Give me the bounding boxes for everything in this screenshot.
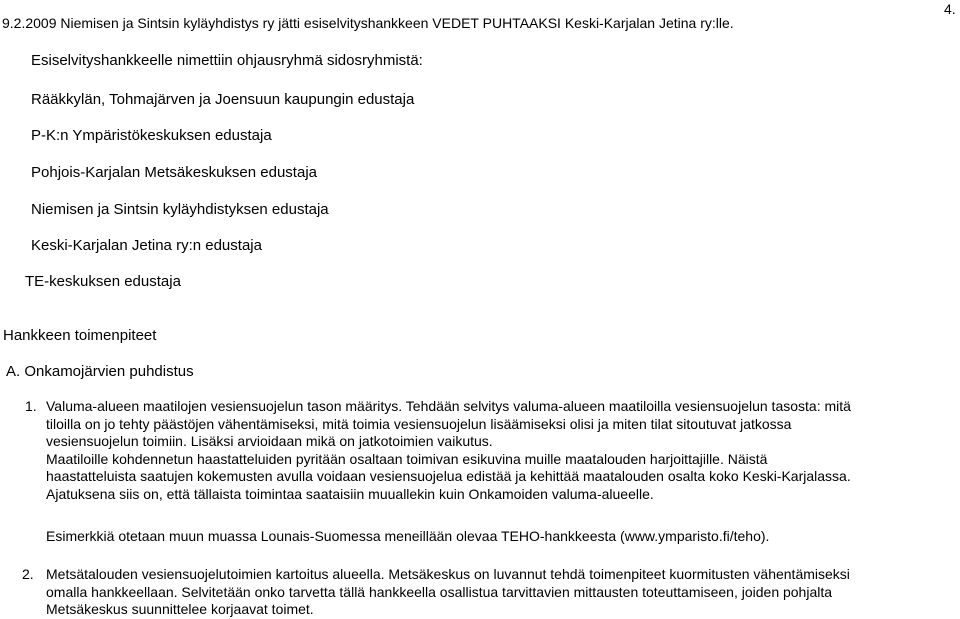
item-1-number: 1. xyxy=(25,398,37,414)
paragraph-line: Metsätalouden vesiensuojelutoimien kartoitus alueella. Metsäkeskus on luvannut tehdä toimenpiteet kuormitusten vähentämiseksi xyxy=(46,566,850,582)
paragraph-line: vesiensuojelun toimiin. Lisäksi arvioidaan mikä on jatkotoimien vaikutus. xyxy=(46,433,493,449)
paragraph-line: tiloilla on jo tehty päästöjen vähentämiseksi, mitä toimia vesiensuojelun lisäämiseksi olisi ja miten tilat sitoutuvat jatkossa xyxy=(46,415,792,432)
item-2-text xyxy=(46,566,850,619)
steering-member: Rääkkylän, Tohmajärven ja Joensuun kaupungin edustaja xyxy=(31,91,415,108)
paragraph-line: haastatteluista saatujen kokemusten avulla voidaan vesiensuojelua edistää ja kehittää maatalouden osalta koko Keski-Karjalassa. xyxy=(46,468,851,484)
steering-member: Pohjois-Karjalan Metsäkeskuksen edustaja xyxy=(31,164,317,181)
steering-member: TE-keskuksen edustaja xyxy=(25,273,181,290)
steering-member: Keski-Karjalan Jetina ry:n edustaja xyxy=(31,237,262,254)
paragraph-line: Maatiloille kohdennetun haastatteluiden pyritään osaltaan toimivan esikuvina muille maatalouden harjoittajille. Näistä xyxy=(46,450,768,467)
page-number: 4. xyxy=(944,1,956,17)
document-header: 9.2.2009 Niemisen ja Sintsin kyläyhdistys ry jätti esiselvityshankkeen VEDET PUHTAAKSI Keski-Karjalan Jetina ry:lle. xyxy=(2,15,734,31)
section-a-title: A. Onkamojärvien puhdistus xyxy=(6,363,194,380)
item-2-number: 2. xyxy=(22,566,34,582)
steering-member: P-K:n Ympäristökeskuksen edustaja xyxy=(31,127,272,144)
steering-group-intro: Esiselvityshankkeelle nimettiin ohjausryhmä sidosryhmistä: xyxy=(31,52,423,69)
paragraph-line: omalla hankkeellaan. Selvitetään onko tarvetta tällä hankkeella osallistua tarvittavien mittausten toteuttamiseen, joiden pohjalta xyxy=(46,583,833,600)
steering-member: Niemisen ja Sintsin kyläyhdistyksen edustaja xyxy=(31,201,329,218)
actions-title: Hankkeen toimenpiteet xyxy=(3,327,157,344)
paragraph-line: Metsäkeskus suunnittelee korjaavat toimet. xyxy=(46,601,314,617)
paragraph-line: Ajatuksena siis on, että tällaista toimintaa saataisiin muuallekin kuin Onkamoiden valuma-alueelle. xyxy=(46,485,654,502)
item-1-example: Esimerkkiä otetaan muun muassa Lounais-Suomessa meneillään olevaa TEHO-hankkeesta (www.ymparisto.fi/teho). xyxy=(46,528,770,544)
paragraph-line: Valuma-alueen maatilojen vesiensuojelun tason määritys. Tehdään selvitys valuma-alueen maatiloilla vesiensuojelun tasosta: mitä xyxy=(46,398,851,414)
item-1-text xyxy=(46,398,851,503)
